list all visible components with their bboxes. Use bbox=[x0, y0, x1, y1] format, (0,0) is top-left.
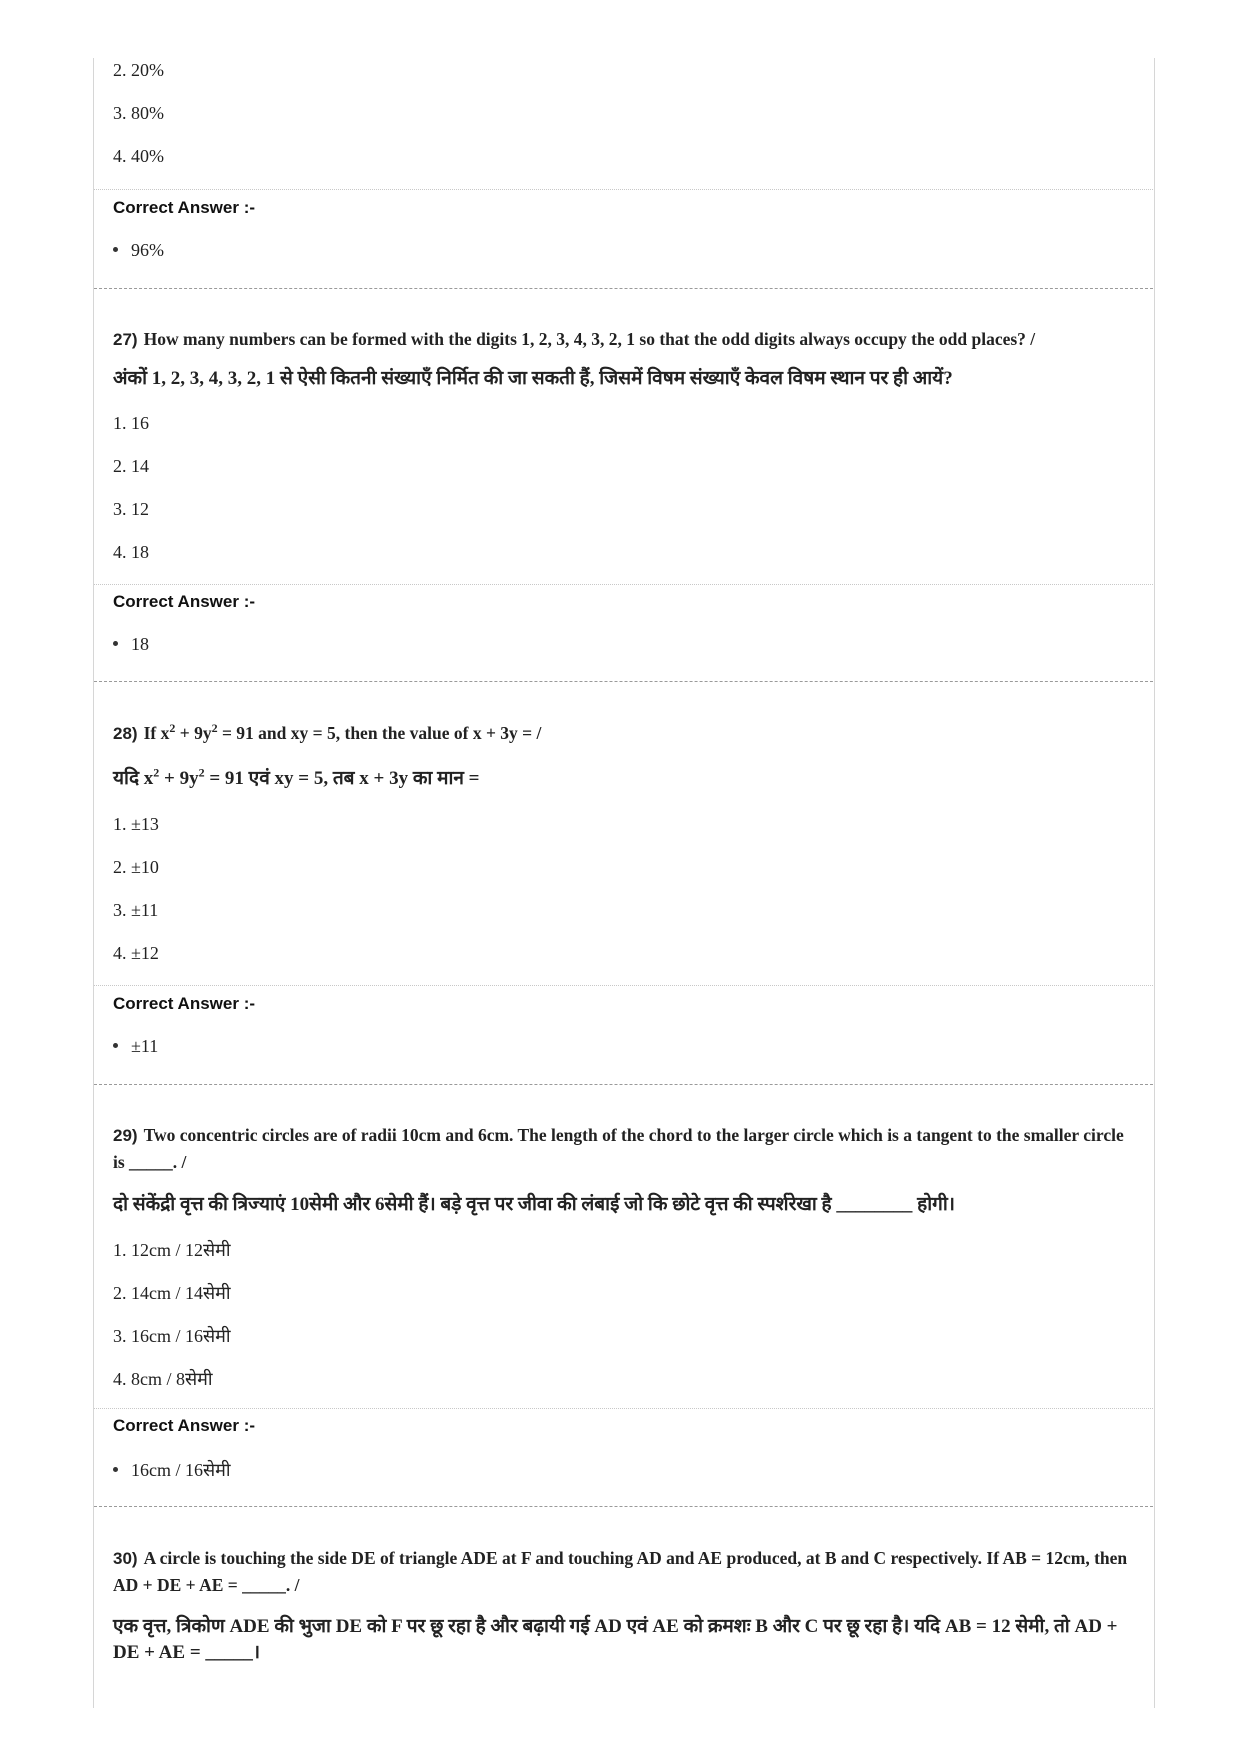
exponent: 2 bbox=[153, 765, 160, 780]
option-2: 2. 20% bbox=[113, 60, 164, 80]
option-2: 2. 14 bbox=[113, 456, 149, 476]
option-3: 3. ±11 bbox=[113, 900, 159, 920]
correct-answer bbox=[113, 634, 149, 655]
equation-part: + 9y bbox=[159, 768, 199, 789]
correct-answer bbox=[113, 240, 164, 261]
question-separator bbox=[94, 288, 1153, 289]
question-30-en bbox=[113, 1545, 1133, 1598]
question-29-en bbox=[113, 1122, 1133, 1175]
question-number: 29) bbox=[113, 1126, 138, 1145]
divider bbox=[94, 1408, 1153, 1409]
question-27-en bbox=[113, 326, 1133, 353]
question-number: 28) bbox=[113, 724, 138, 743]
question-30-hi: एक वृत्त, त्रिकोण ADE की भुजा DE को F पर छू रहा है और बढ़ायी गई AD एवं AE को क्रमशः B और C पर छू रहा है। यदि AB = 12 सेमी, तो AD + DE + AE = _____। bbox=[113, 1616, 1118, 1663]
correct-answer bbox=[113, 1458, 231, 1482]
equation-part: यदि x bbox=[113, 768, 154, 789]
answer-text: 96% bbox=[131, 240, 164, 260]
option-1: 1. ±13 bbox=[113, 814, 159, 834]
correct-answer-label: Correct Answer :- bbox=[113, 994, 256, 1013]
equation-part: = 91 and xy = 5, then the value of x + 3y = / bbox=[217, 723, 542, 743]
divider bbox=[94, 584, 1153, 585]
exponent: 2 bbox=[169, 721, 176, 736]
question-29-hi: दो संकेंद्री वृत्त की त्रिज्याएं 10सेमी और 6सेमी हैं। बड़े वृत्त पर जीवा की लंबाई जो कि छोटे वृत्त की स्पर्शरेखा है ________ होगी। bbox=[113, 1194, 955, 1215]
option-3: 3. 80% bbox=[113, 103, 164, 123]
question-separator bbox=[94, 681, 1153, 682]
option-4: 4. ±12 bbox=[113, 943, 159, 963]
question-27-hi: अंकों 1, 2, 3, 4, 3, 2, 1 से ऐसी कितनी संख्याएँ निर्मित की जा सकती हैं, जिसमें विषम संख्याएँ केवल विषम स्थान पर ही आयें? bbox=[113, 368, 953, 389]
question-separator bbox=[94, 1084, 1153, 1085]
answer-text: ±11 bbox=[131, 1036, 159, 1056]
question-text: How many numbers can be formed with the digits 1, 2, 3, 4, 3, 2, 1 so that the odd digits always occupy the odd places? / bbox=[143, 329, 1036, 349]
answer-text: 16cm / 16सेमी bbox=[131, 1460, 231, 1480]
exponent: 2 bbox=[211, 721, 218, 736]
equation-part: + 9y bbox=[175, 723, 212, 743]
bullet-icon bbox=[113, 247, 118, 252]
equation-part: If x bbox=[143, 723, 170, 743]
bullet-icon bbox=[113, 1467, 118, 1472]
divider bbox=[94, 985, 1153, 986]
bullet-icon bbox=[113, 641, 118, 646]
question-28-en bbox=[113, 720, 1133, 747]
question-number: 30) bbox=[113, 1549, 138, 1568]
answer-text: 18 bbox=[131, 634, 149, 654]
divider bbox=[94, 189, 1153, 190]
correct-answer-label: Correct Answer :- bbox=[113, 592, 256, 611]
option-4: 4. 8cm / 8सेमी bbox=[113, 1369, 213, 1389]
question-separator bbox=[94, 1506, 1153, 1507]
equation-part: = 91 एवं xy = 5, तब x + 3y का मान = bbox=[204, 768, 480, 789]
question-text: Two concentric circles are of radii 10cm and 6cm. The length of the chord to the larger circle which is a tangent to the smaller circle is _____. / bbox=[113, 1125, 1124, 1172]
option-4: 4. 40% bbox=[113, 146, 164, 166]
option-4: 4. 18 bbox=[113, 542, 149, 562]
correct-answer bbox=[113, 1036, 158, 1057]
option-2: 2. 14cm / 14सेमी bbox=[113, 1283, 231, 1303]
option-1: 1. 12cm / 12सेमी bbox=[113, 1240, 231, 1260]
question-text: A circle is touching the side DE of triangle ADE at F and touching AD and AE produced, at B and C respectively. If AB = 12cm, then AD + DE + AE = _____. / bbox=[113, 1548, 1128, 1595]
bullet-icon bbox=[113, 1043, 118, 1048]
question-28-hi bbox=[113, 766, 1133, 792]
question-number: 27) bbox=[113, 330, 138, 349]
option-3: 3. 16cm / 16सेमी bbox=[113, 1326, 231, 1346]
option-2: 2. ±10 bbox=[113, 857, 159, 877]
exponent: 2 bbox=[198, 765, 205, 780]
page-frame bbox=[93, 58, 1155, 1708]
option-1: 1. 16 bbox=[113, 413, 149, 433]
option-3: 3. 12 bbox=[113, 499, 149, 519]
correct-answer-label: Correct Answer :- bbox=[113, 1416, 256, 1435]
correct-answer-label: Correct Answer :- bbox=[113, 198, 256, 217]
